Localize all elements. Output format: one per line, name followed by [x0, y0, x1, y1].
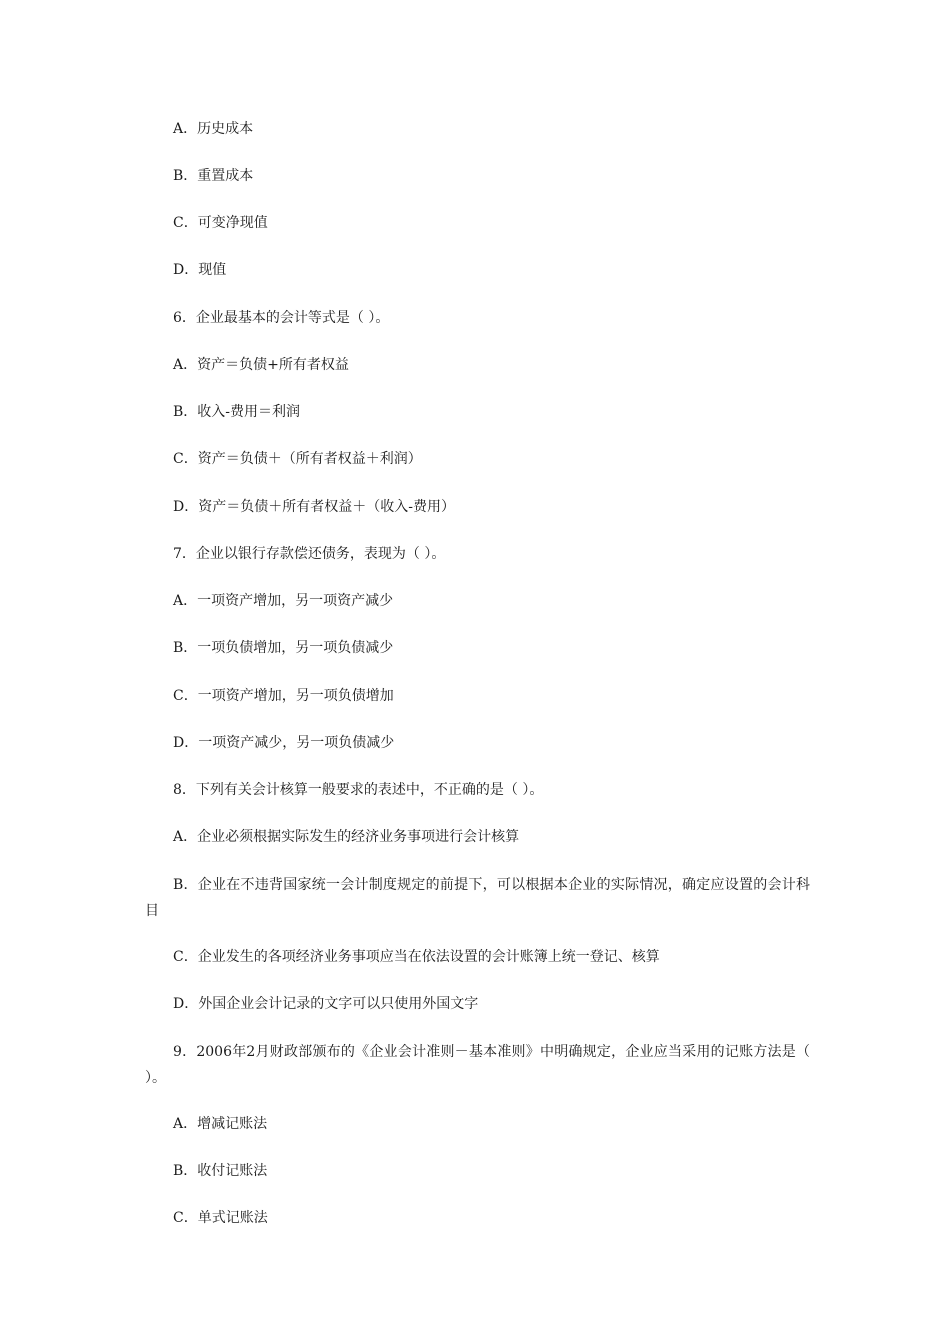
option-line: A．历史成本 — [173, 121, 254, 137]
option-line: B．一项负债增加，另一项负债减少 — [173, 640, 394, 656]
option-line: A．企业必须根据实际发生的经济业务事项进行会计核算 — [173, 829, 520, 845]
option-line: C．资产＝负债＋（所有者权益＋利润） — [173, 451, 422, 467]
question-line: 6．企业最基本的会计等式是（ ）。 — [173, 310, 390, 326]
option-line: D．一项资产减少，另一项负债减少 — [173, 735, 395, 751]
question-line: 7．企业以银行存款偿还债务，表现为（ ）。 — [173, 546, 446, 562]
option-line: D．资产＝负债＋所有者权益＋（收入-费用） — [173, 499, 455, 515]
option-line: C．可变净现值 — [173, 215, 268, 231]
option-line: B．收入-费用＝利润 — [173, 404, 301, 420]
option-line: D．现值 — [173, 262, 227, 278]
option-line: A．资产＝负债+所有者权益 — [173, 357, 349, 373]
option-paragraph: B．企业在不违背国家统一会计制度规定的前提下，可以根据本企业的实际情况，确定应设置的会计科目 — [145, 877, 810, 919]
option-line: C．一项资产增加，另一项负债增加 — [173, 688, 394, 704]
option-line: D．外国企业会计记录的文字可以只使用外国文字 — [173, 996, 479, 1012]
option-line: C．企业发生的各项经济业务事项应当在依法设置的会计账簿上统一登记、核算 — [173, 949, 660, 965]
question-paragraph: 9．2006年2月财政部颁布的《企业会计准则－基本准则》中明确规定，企业应当采用的记账方法是（ ）。 — [145, 1044, 810, 1086]
question-line: 8．下列有关会计核算一般要求的表述中，不正确的是（ ）。 — [173, 782, 544, 798]
option-line: A．增减记账法 — [173, 1116, 268, 1132]
option-line: B．重置成本 — [173, 168, 254, 184]
option-line: A．一项资产增加，另一项资产减少 — [173, 593, 394, 609]
option-line: B．收付记账法 — [173, 1163, 268, 1179]
option-line: C．单式记账法 — [173, 1210, 268, 1226]
